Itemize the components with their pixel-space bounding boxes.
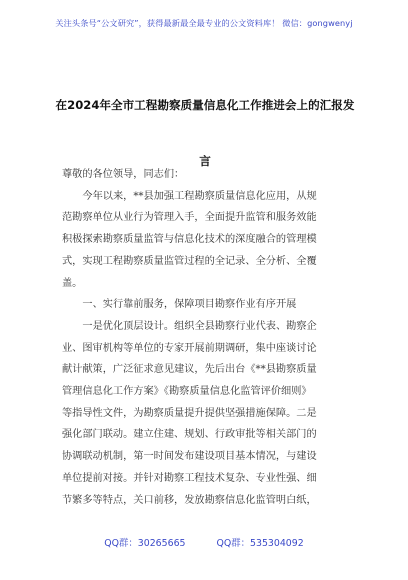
paragraph-line: 一是优化顶层设计。组织全县勘察行业代表、勘察企	[82, 320, 317, 332]
section-heading: 一、实行靠前服务，保障项目勘察作业有序开展	[82, 299, 297, 311]
footer-contact	[0, 535, 408, 549]
footer-qq-group-2: QQ群：535304092	[216, 538, 304, 549]
paragraph-line: 献计献策，广泛征求意见建议，先后出台《**县勘察质量	[62, 364, 317, 376]
paragraph-line: 范勘察单位从业行为管理入手，全面提升监管和服务效能	[62, 212, 317, 224]
header-banner: 关注头条号“公文研究”，获得最新最全最专业的公文资料库！ 微信：gongwenyj	[55, 18, 353, 28]
paragraph-line: 业、图审机构等单位的专家开展前期调研，集中座谈讨论	[62, 342, 317, 354]
paragraph-line: 节繁多等特点，关口前移，发放勘察信息化监管明白纸，	[62, 494, 317, 506]
document-body	[62, 164, 350, 511]
paragraph-line: 单位提前对接。并针对勘察工程技术复杂、专业性强、细	[62, 472, 317, 484]
paragraph-line: 强化部门联动。建立住建、规划、行政审批等相关部门的	[62, 429, 317, 441]
document-title-line-1: 在2024年全市工程勘察质量信息化工作推进会上的汇报发	[55, 98, 355, 112]
document-title-line-2: 言	[199, 154, 211, 168]
paragraph-line: 积极探索勘察质量监管与信息化技术的深度融合的管理模	[62, 234, 317, 246]
paragraph-line: 等指导性文件，为勘察质量提升提供坚强措施保障。二是	[62, 407, 317, 419]
paragraph-line: 管理信息化工作方案》《勘察质量信息化监管评价细则》	[62, 386, 312, 398]
paragraph-line: 今年以来，**县加强工程勘察质量信息化应用，从规	[82, 190, 317, 202]
salutation: 尊敬的各位领导，同志们：	[62, 169, 185, 180]
paragraph-line: 协调联动机制，第一时间发布建设项目基本情况，与建设	[62, 451, 317, 463]
footer-qq-group-1: QQ群：30265665	[104, 538, 186, 549]
paragraph-line: 盖。	[62, 277, 83, 289]
paragraph-line: 式，实现工程勘察质量监管过程的全记录、全分析、全覆	[62, 255, 317, 267]
